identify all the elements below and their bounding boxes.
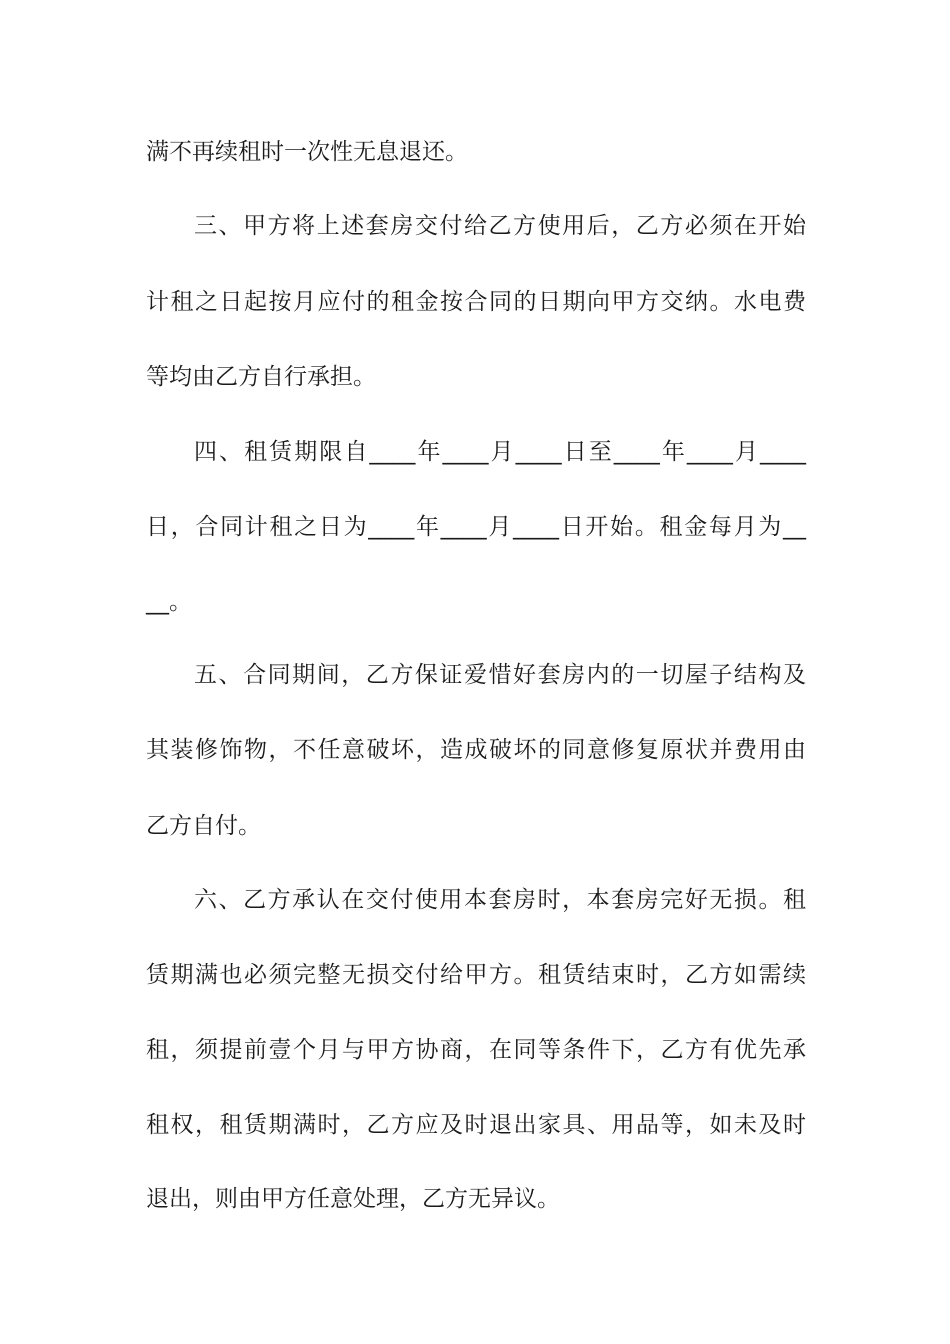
paragraph-line: 赁期满也必须完整无损交付给甲方。租赁结束时，乙方如需续	[146, 962, 806, 988]
paragraph-line: 其装修饰物，不任意破坏，造成破坏的同意修复原状并费用由	[146, 737, 806, 763]
paragraph-line: 计租之日起按月应付的租金按合同的日期向甲方交纳。水电费	[146, 289, 806, 315]
clause-three-line: 三、甲方将上述套房交付给乙方使用后，乙方必须在开始	[194, 213, 806, 239]
paragraph-line: __。	[146, 589, 192, 615]
paragraph-line: 退出，则由甲方任意处理，乙方无异议。	[146, 1186, 560, 1212]
paragraph-line: 日，合同计租之日为____年____月____日开始。租金每月为__	[146, 514, 806, 540]
paragraph-line: 租权，租赁期满时，乙方应及时退出家具、用品等，如未及时	[146, 1112, 806, 1138]
paragraph-line: 乙方自付。	[146, 813, 261, 839]
paragraph-line: 等均由乙方自行承担。	[146, 364, 376, 390]
paragraph-line: 满不再续租时一次性无息退还。	[146, 139, 468, 165]
clause-four-line: 四、租赁期限自____年____月____日至____年____月____	[194, 439, 806, 465]
clause-five-line: 五、合同期间，乙方保证爱惜好套房内的一切屋子结构及	[194, 662, 806, 688]
paragraph-line: 租，须提前壹个月与甲方协商，在同等条件下，乙方有优先承	[146, 1037, 806, 1063]
clause-six-line: 六、乙方承认在交付使用本套房时，本套房完好无损。租	[194, 887, 806, 913]
